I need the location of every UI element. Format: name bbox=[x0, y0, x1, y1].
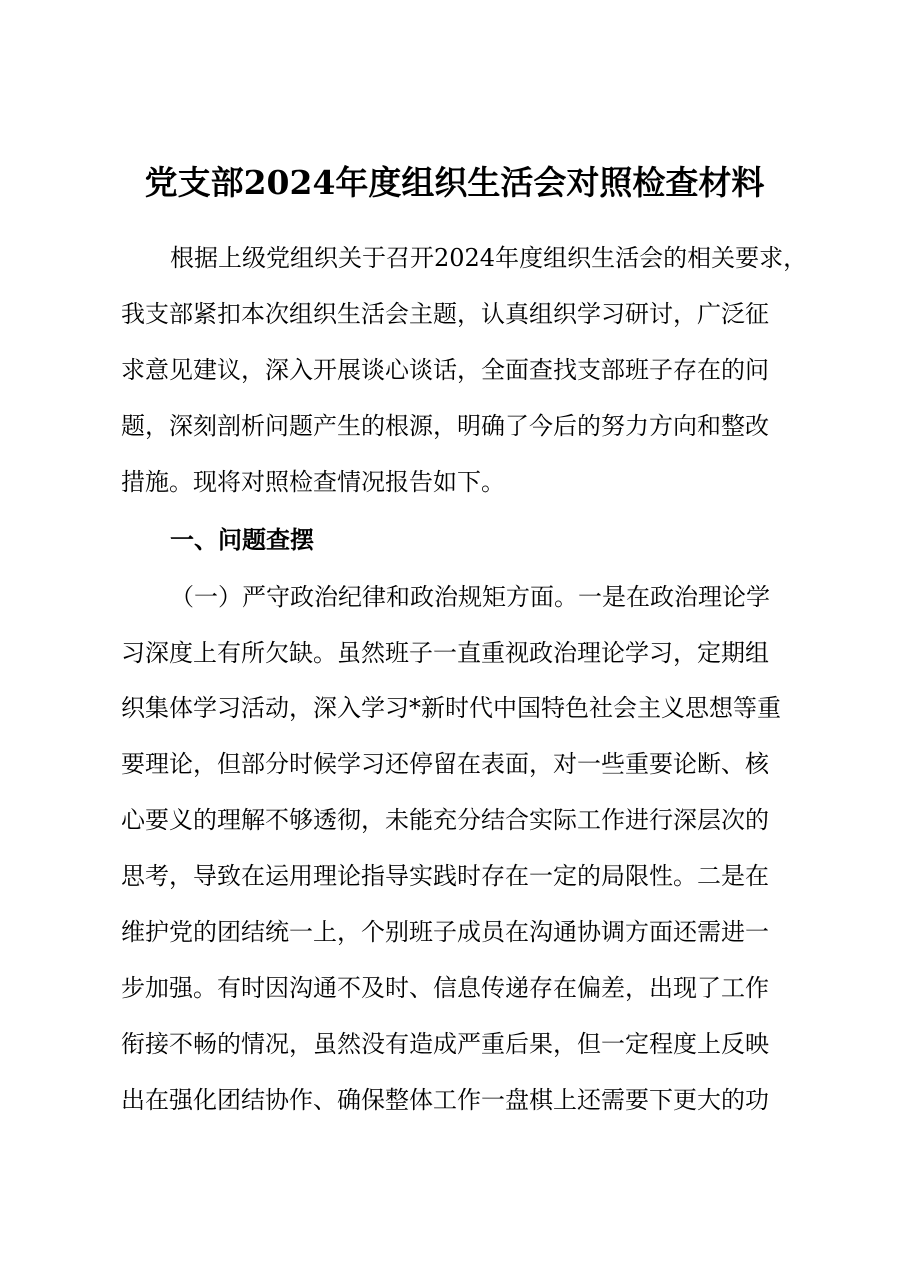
paragraph-line: 衔接不畅的情况，虽然没有造成严重后果，但一定程度上反映 bbox=[121, 1030, 769, 1058]
paragraph-line: 出在强化团结协作、确保整体工作一盘棋上还需要下更大的功 bbox=[121, 1086, 769, 1114]
document-title: 党支部2024年度组织生活会对照检查材料 bbox=[144, 163, 765, 202]
paragraph-line: （一）严守政治纪律和政治规矩方面。一是在政治理论学 bbox=[170, 583, 770, 611]
paragraph-line: 思考，导致在运用理论指导实践时存在一定的局限性。二是在 bbox=[121, 862, 769, 890]
paragraph-line: 根据上级党组织关于召开2024年度组织生活会的相关要求， bbox=[170, 244, 808, 272]
paragraph-line: 我支部紧扣本次组织生活会主题，认真组织学习研讨，广泛征 bbox=[121, 300, 769, 328]
paragraph-line: 题，深刻剖析问题产生的根源，明确了今后的努力方向和整改 bbox=[121, 412, 769, 440]
paragraph-line: 步加强。有时因沟通不及时、信息传递存在偏差，出现了工作 bbox=[121, 974, 769, 1002]
paragraph-line: 要理论，但部分时候学习还停留在表面，对一些重要论断、核 bbox=[121, 750, 769, 778]
paragraph-line: 织集体学习活动，深入学习*新时代中国特色社会主义思想等重 bbox=[121, 694, 781, 722]
paragraph-line: 心要义的理解不够透彻，未能充分结合实际工作进行深层次的 bbox=[121, 806, 769, 834]
paragraph-line: 措施。现将对照检查情况报告如下。 bbox=[121, 468, 505, 496]
paragraph-line: 求意见建议，深入开展谈心谈话，全面查找支部班子存在的问 bbox=[121, 356, 769, 384]
paragraph-line: 维护党的团结统一上，个别班子成员在沟通协调方面还需进一 bbox=[121, 918, 769, 946]
section-heading: 一、问题查摆 bbox=[170, 526, 314, 554]
paragraph-line: 习深度上有所欠缺。虽然班子一直重视政治理论学习，定期组 bbox=[121, 639, 769, 667]
